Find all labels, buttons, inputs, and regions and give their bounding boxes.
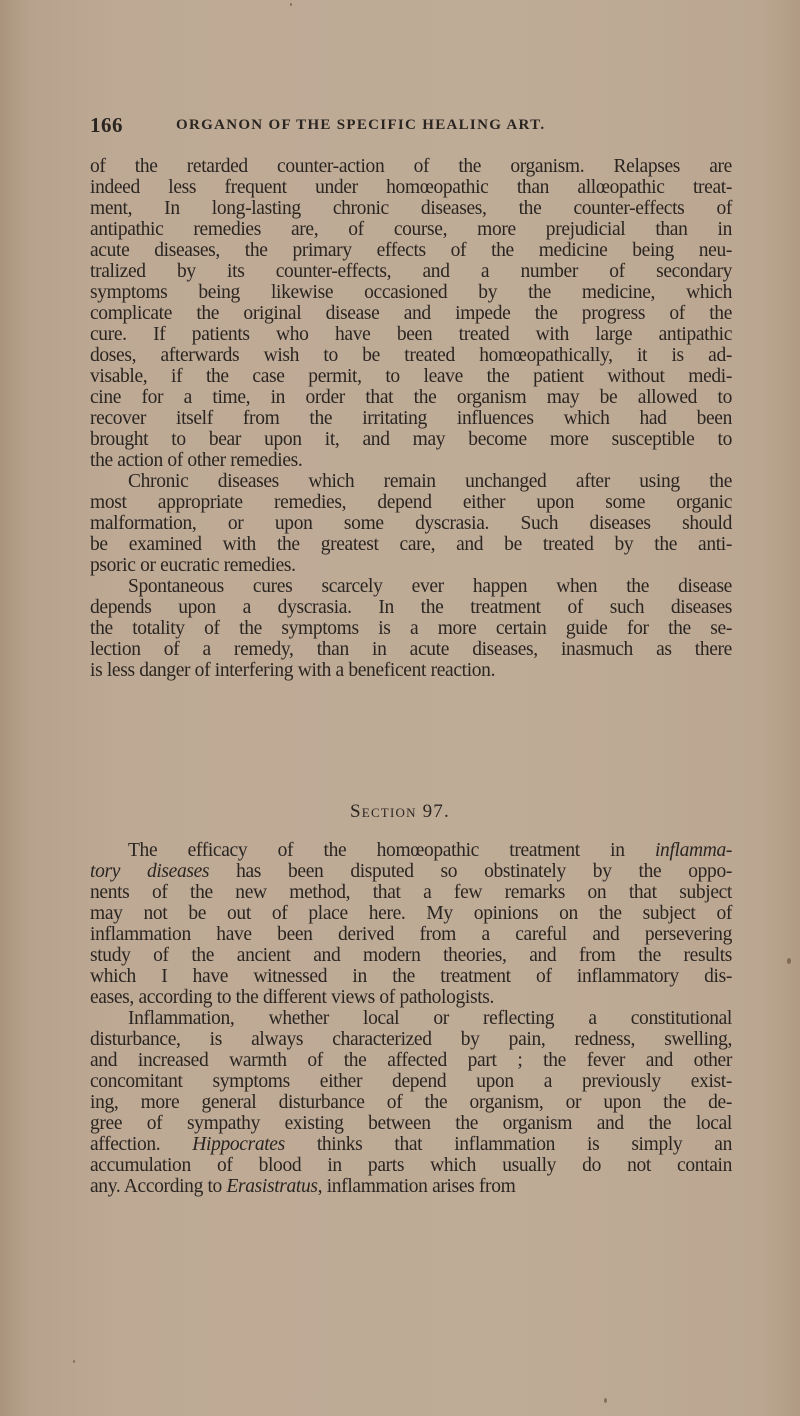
text-line: study of the ancient and modern theories, and from the results xyxy=(90,945,732,966)
text-line: ing, more general disturbance of the organism, or upon the de- xyxy=(90,1092,732,1113)
text-line: and increased warmth of the affected part ; the fever and other xyxy=(90,1050,732,1071)
italic-term: Erasistratus xyxy=(226,1176,318,1197)
italic-term: Hippocrates xyxy=(192,1134,285,1155)
text-line: recover itself from the irritating influences which had been xyxy=(90,408,732,429)
text-line: cine for a time, in order that the organism may be allowed to xyxy=(90,387,732,408)
paragraph xyxy=(90,576,732,681)
text-line: symptoms being likewise occasioned by the medicine, which xyxy=(90,282,732,303)
text-line: of the retarded counter-action of the organism. Relapses are xyxy=(90,156,732,177)
text-line: Chronic diseases which remain unchanged after using the xyxy=(128,471,732,492)
text-line: doses, afterwards wish to be treated homœopathically, it is ad- xyxy=(90,345,732,366)
text-line: cure. If patients who have been treated with large antipathic xyxy=(90,324,732,345)
text-line: The efficacy of the homœopathic treatment in inflamma- xyxy=(128,840,732,861)
text-line: any. According to Erasistratus, inflammation arises from xyxy=(90,1176,516,1197)
text-line: eases, according to the different views of pathologists. xyxy=(90,987,495,1008)
paragraph xyxy=(90,840,732,1008)
text-line: accumulation of blood in parts which usually do not contain xyxy=(90,1155,732,1176)
text-line: which I have witnessed in the treatment of inflammatory dis- xyxy=(90,966,732,987)
text-line: gree of sympathy existing between the organism and the local xyxy=(90,1113,732,1134)
body-text-after-section xyxy=(90,840,732,1197)
running-title: ORGANON OF THE SPECIFIC HEALING ART. xyxy=(176,117,546,133)
text-line: antipathic remedies are, of course, more prejudicial than in xyxy=(90,219,732,240)
text-line: most appropriate remedies, depend either upon some organic xyxy=(90,492,732,513)
paragraph xyxy=(90,471,732,576)
paper-speck xyxy=(290,3,292,6)
page-number: 166 xyxy=(90,113,123,137)
text-line: tory diseases has been disputed so obstinately by the oppo- xyxy=(90,861,732,882)
paragraph xyxy=(90,156,732,471)
text-line: may not be out of place here. My opinions on the subject of xyxy=(90,903,732,924)
text-line: psoric or eucratic remedies. xyxy=(90,555,296,576)
text-line: ment, In long-lasting chronic diseases, the counter-effects of xyxy=(90,198,732,219)
text-line: disturbance, is always characterized by pain, redness, swelling, xyxy=(90,1029,732,1050)
body-text-before-section xyxy=(90,156,732,681)
text-line: the action of other remedies. xyxy=(90,450,303,471)
text-line: is less danger of interfering with a beneficent reaction. xyxy=(90,660,496,681)
text-line: concomitant symptoms either depend upon a previously exist- xyxy=(90,1071,732,1092)
text-line: depends upon a dyscrasia. In the treatment of such diseases xyxy=(90,597,732,618)
text-line: malformation, or upon some dyscrasia. Such diseases should xyxy=(90,513,732,534)
text-line: Spontaneous cures scarcely ever happen when the disease xyxy=(128,576,732,597)
text-line: the totality of the symptoms is a more certain guide for the se- xyxy=(90,618,732,639)
italic-term: inflamma- xyxy=(654,840,732,861)
text-line: indeed less frequent under homœopathic than allœopathic treat- xyxy=(90,177,732,198)
text-line: be examined with the greatest care, and be treated by the anti- xyxy=(90,534,732,555)
text-line: brought to bear upon it, and may become more susceptible to xyxy=(90,429,732,450)
text-line: nents of the new method, that a few remarks on that subject xyxy=(90,882,732,903)
text-line: complicate the original disease and impede the progress of the xyxy=(90,303,732,324)
paper-speck xyxy=(604,1398,607,1403)
paper-speck xyxy=(73,1360,75,1363)
text-line: tralized by its counter-effects, and a number of secondary xyxy=(90,261,732,282)
text-line: Inflammation, whether local or reflecting a constitutional xyxy=(128,1008,732,1029)
paper-speck xyxy=(787,958,791,964)
text-line: inflammation have been derived from a careful and persevering xyxy=(90,924,732,945)
text-line: affection. Hippocrates thinks that inflammation is simply an xyxy=(90,1134,732,1155)
text-line: lection of a remedy, than in acute diseases, inasmuch as there xyxy=(90,639,732,660)
paragraph xyxy=(90,1008,732,1197)
section-heading: Section 97. xyxy=(350,801,450,822)
italic-term: tory diseases xyxy=(90,861,210,882)
running-header xyxy=(90,113,730,137)
text-line: visable, if the case permit, to leave the patient without medi- xyxy=(90,366,732,387)
text-line: acute diseases, the primary effects of the medicine being neu- xyxy=(90,240,732,261)
